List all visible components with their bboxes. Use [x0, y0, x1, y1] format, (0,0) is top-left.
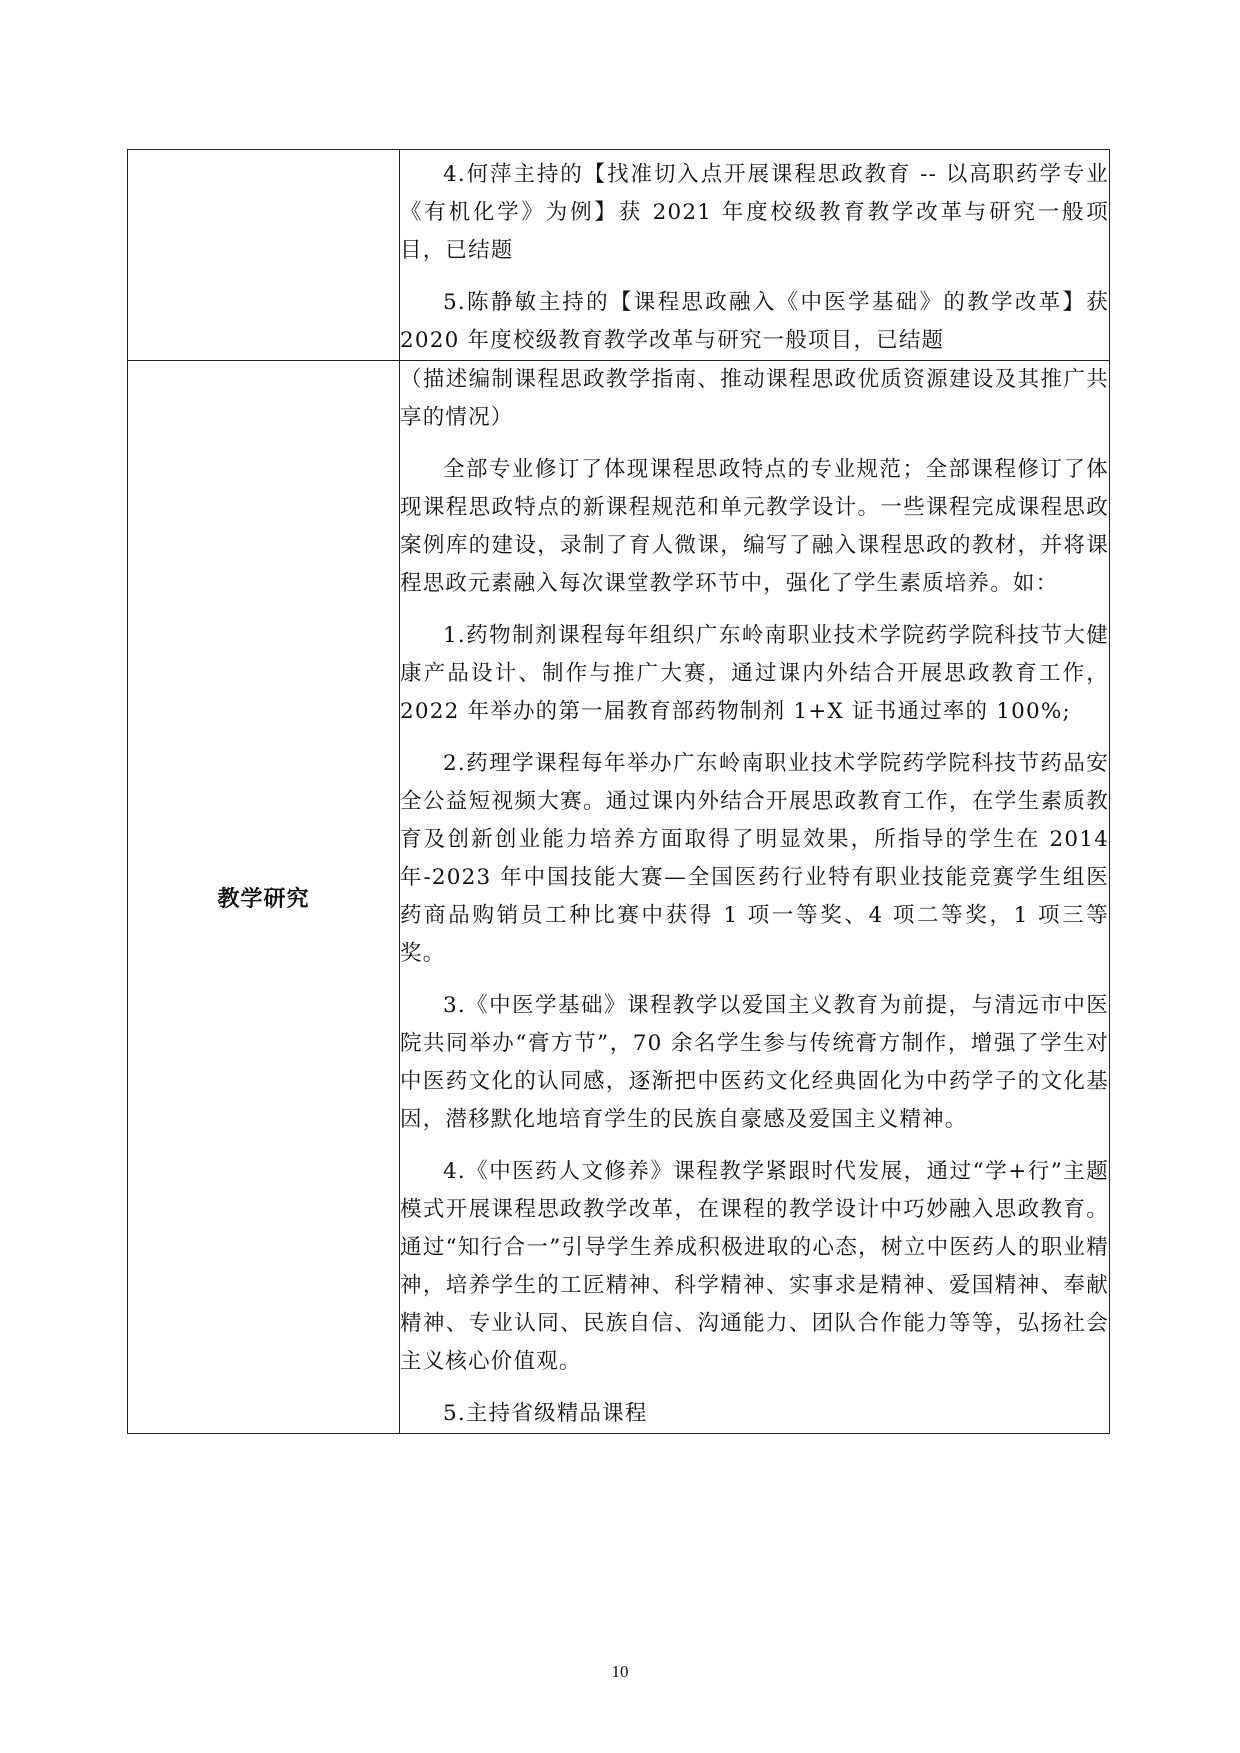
section-label-teaching-research: 教学研究 [217, 886, 310, 912]
paragraph-project-5: 5.陈静敏主持的【课程思政融入《中医学基础》的教学改革】获 2020 年度校级教育教学改革与研究一般项目，已结题 [400, 290, 1109, 353]
row-label-cell [128, 361, 400, 1434]
content-table [127, 149, 1110, 1434]
row-content-cell [400, 361, 1110, 1434]
paragraph-item-1: 1.药物制剂课程每年组织广东岭南职业技术学院药学院科技节大健康产品设计、制作与推广大赛，通过课内外结合开展思政教育工作，2022 年举办的第一届教育部药物制剂 1+X 证书通过率的 100%; [400, 623, 1109, 724]
paragraph-item-4: 4.《中医药人文修养》课程教学紧跟时代发展，通过“学+行”主题模式开展课程思政教学改革，在课程的教学设计中巧妙融入思政教育。通过“知行合一”引导学生养成积极进取的心态，树立中医药人的职业精神，培养学生的工匠精神、科学精神、实事求是精神、爱国精神、奉献精神、专业认同、民族自信、沟通能力、团队合作能力等等，弘扬社会主义核心价值观。 [400, 1159, 1109, 1374]
row-label-cell-empty [128, 150, 400, 361]
paragraph-overview: 全部专业修订了体现课程思政特点的专业规范；全部课程修订了体现课程思政特点的新课程规范和单元教学设计。一些课程完成课程思政案例库的建设，录制了育人微课，编写了融入课程思政的教材，并将课程思政元素融入每次课堂教学环节中，强化了学生素质培养。如： [400, 457, 1109, 596]
page-number: 10 [611, 1662, 629, 1681]
paragraph-item-3: 3.《中医学基础》课程教学以爱国主义教育为前提，与清远市中医院共同举办“膏方节”，70 余名学生参与传统膏方制作，增强了学生对中医药文化的认同感，逐渐把中医药文化经典固化为中药学子的文化基因，潜移默化地培育学生的民族自豪感及爱国主义精神。 [400, 993, 1109, 1132]
paragraph-item-5: 5.主持省级精品课程 [443, 1401, 648, 1426]
paragraph-project-4: 4.何萍主持的【找准切入点开展课程思政教育 -- 以高职药学专业《有机化学》为例】获 2021 年度校级教育教学改革与研究一般项目，已结题 [400, 162, 1109, 263]
table-row-continued [128, 150, 1110, 361]
paragraph-intro-description: （描述编制课程思政教学指南、推动课程思政优质资源建设及其推广共享的情况） [400, 367, 1109, 430]
table-row-teaching-research [128, 361, 1110, 1434]
paragraph-item-2: 2.药理学课程每年举办广东岭南职业技术学院药学院科技节药品安全公益短视频大赛。通过课内外结合开展思政教育工作，在学生素质教育及创新创业能力培养方面取得了明显效果，所指导的学生在 2014 年-2023 年中国技能大赛—全国医药行业特有职业技能竞赛学生组医药商品购销员工种比赛中获得 1 项一等奖、4 项二等奖，1 项三等奖。 [400, 751, 1109, 966]
row-content-cell [400, 150, 1110, 361]
